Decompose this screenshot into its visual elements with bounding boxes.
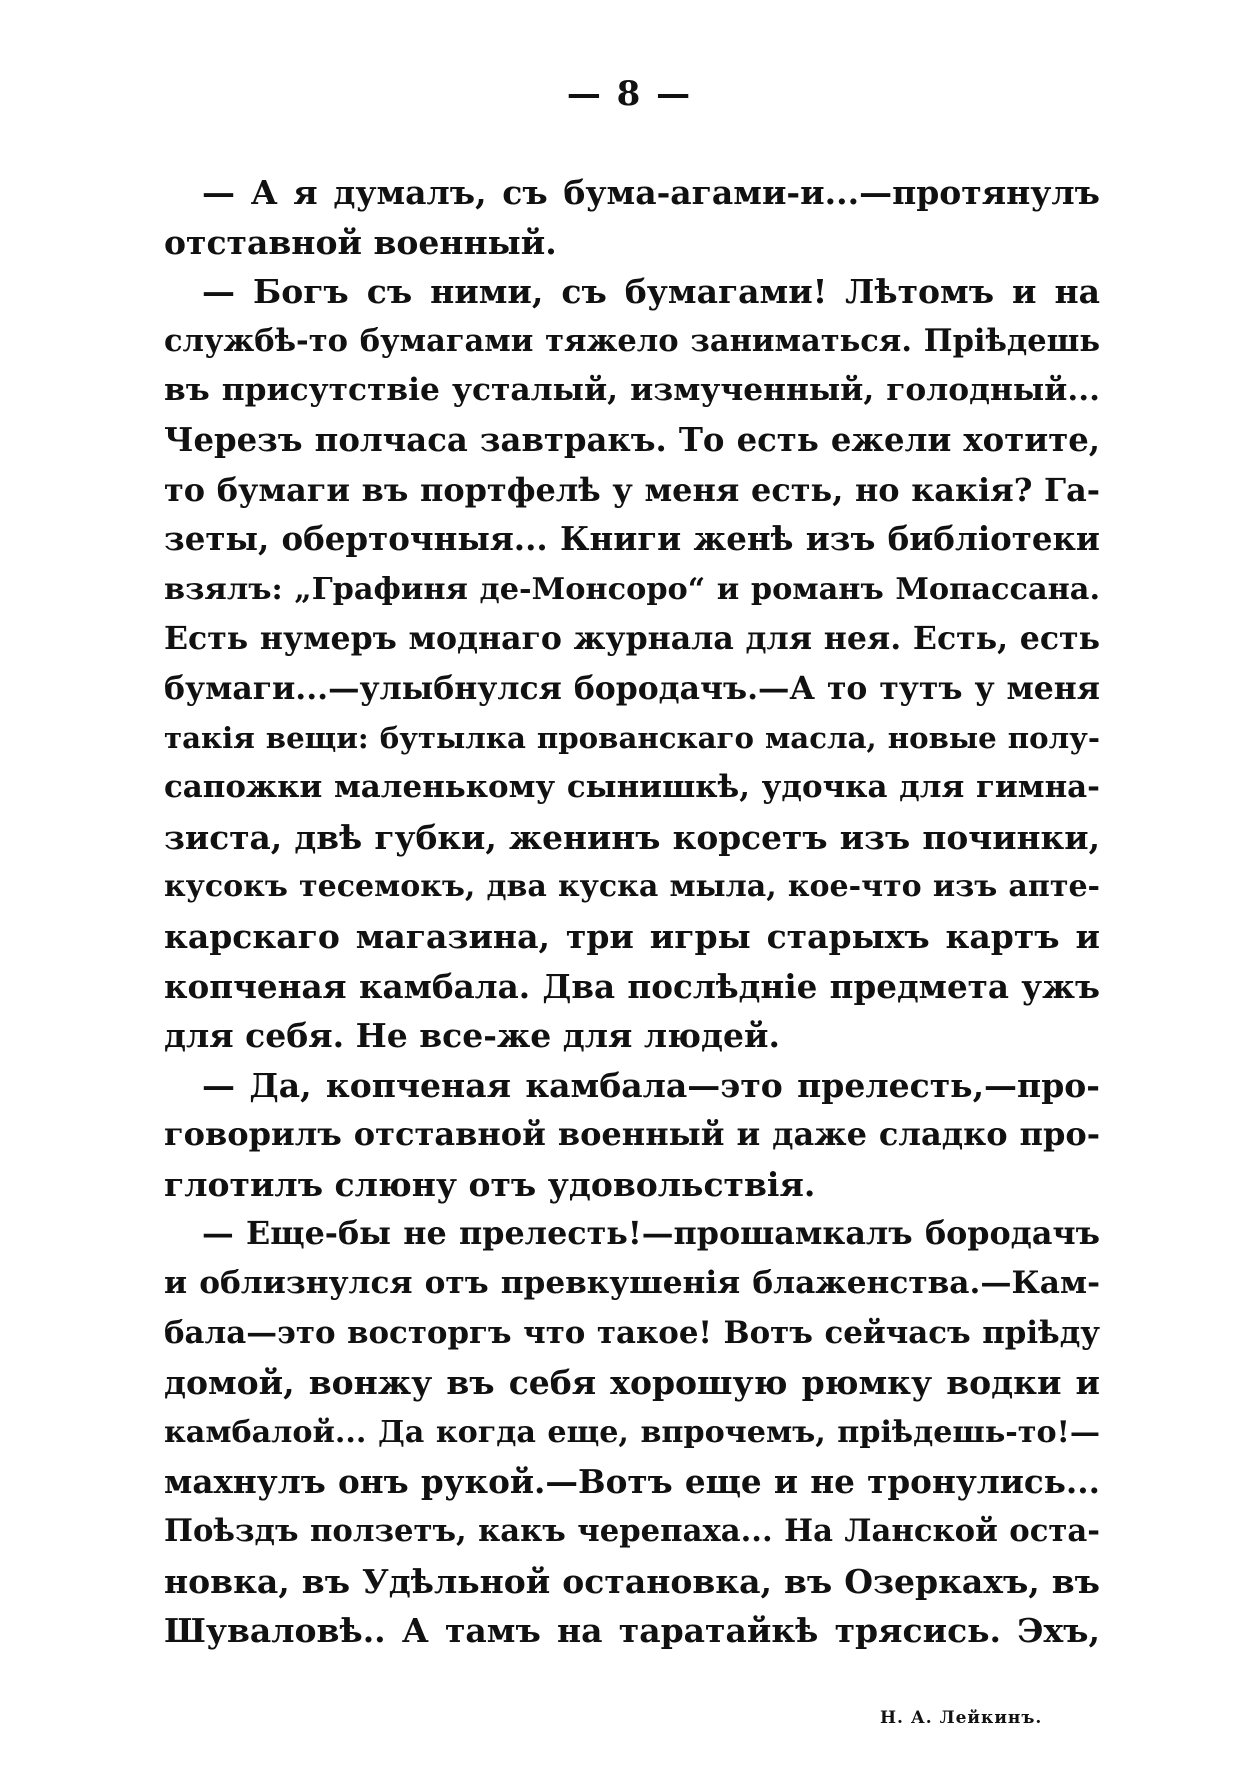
text-line: службѣ-то бумагами тяжело заниматься. Пріѣдешь <box>164 322 1100 359</box>
text-line: говорилъ отставной военный и даже сладко про- <box>164 1115 1100 1154</box>
text-line: новка, въ Удѣльной остановка, въ Озеркахъ, въ <box>164 1561 1100 1601</box>
text-line: и облизнулся отъ превкушенія блаженства.—Кам- <box>164 1265 1100 1302</box>
text-line: кусокъ тесемокъ, два куска мыла, кое-что изъ апте- <box>164 869 1100 905</box>
text-line: въ присутствіе усталый, измученный, голодный... <box>164 372 1100 409</box>
text-line: — А я думалъ, съ бума-агами-и...—протянулъ <box>202 173 1100 212</box>
text-line: Шуваловѣ.. А тамъ на таратайкѣ трясись. Эхъ, <box>164 1611 1100 1651</box>
text-line: Есть нумеръ моднаго журнала для нея. Есть, есть <box>164 620 1100 658</box>
text-line: — Еще-бы не прелесть!—прошамкалъ бородачъ <box>202 1215 1100 1253</box>
text-line: глотилъ слюну отъ удовольствія. <box>164 1164 816 1204</box>
author-signature: Н. А. Лейкинъ. <box>880 1708 1043 1728</box>
text-line: копченая камбала. Два послѣдніе предмета ужъ <box>164 966 1100 1006</box>
text-line: зеты, оберточныя... Книги женѣ изъ библіотеки <box>164 520 1100 559</box>
text-line: взялъ: „Графиня де-Монсоро“ и романъ Мопассана. <box>164 571 1100 607</box>
text-line: бала—это восторгъ что такое! Вотъ сейчасъ пріѣду <box>164 1314 1100 1351</box>
text-line: отставной военный. <box>164 222 557 262</box>
text-line: — Да, копченая камбала—это прелесть,—про- <box>202 1065 1100 1105</box>
page-number: — 8 — <box>566 74 693 114</box>
text-line: — Богъ съ ними, съ бумагами! Лѣтомъ и на <box>202 272 1100 312</box>
text-line: зиста, двѣ губки, женинъ корсетъ изъ починки, <box>164 817 1100 857</box>
text-line: домой, вонжу въ себя хорошую рюмку водки и <box>164 1363 1100 1403</box>
text-line: то бумаги въ портфелѣ у меня есть, но какія? Га- <box>164 470 1100 509</box>
text-line: для себя. Не все-же для людей. <box>164 1016 780 1056</box>
text-line: камбалой... Да когда еще, впрочемъ, пріѣдешь-то!— <box>164 1414 1100 1450</box>
text-line: Поѣздъ ползетъ, какъ черепаха... На Ланской оста- <box>164 1513 1100 1550</box>
text-line: такія вещи: бутылка прованскаго масла, новые полу- <box>164 720 1100 755</box>
body-text <box>164 168 1100 1656</box>
text-line: Черезъ полчаса завтракъ. То есть ежели хотите, <box>164 420 1100 459</box>
text-line: сапожки маленькому сынишкѣ, удочка для гимна- <box>164 769 1100 806</box>
text-line: бумаги...—улыбнулся бородачъ.—А то тутъ у меня <box>164 669 1100 707</box>
text-line: махнулъ онъ рукой.—Вотъ еще и не тронулись... <box>164 1462 1100 1502</box>
text-line: карскаго магазина, три игры старыхъ картъ и <box>164 916 1100 956</box>
